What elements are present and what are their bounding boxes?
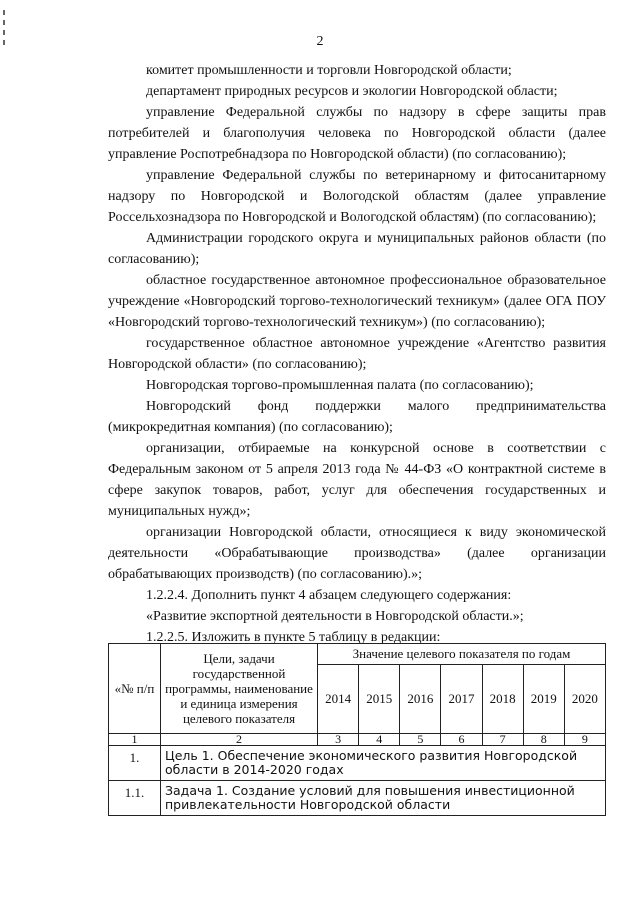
row-text: Цель 1. Обеспечение экономического развития Новгородской области в 2014-2020 годах: [161, 746, 606, 781]
year-header: 2020: [564, 665, 605, 734]
document-body: [108, 60, 606, 648]
paragraph: 1.2.2.4. Дополнить пункт 4 абзацем следующего содержания:: [146, 588, 512, 603]
year-header: 2016: [400, 665, 441, 734]
year-header: 2017: [441, 665, 482, 734]
paragraph: государственное областное автономное учреждение «Агентство развития Новгородской области» (по согласованию);: [108, 336, 606, 372]
table-row: [109, 781, 606, 816]
row-number: 1.: [109, 746, 161, 781]
col-goal-header: Цели, задачи государственной программы, наименование и единица измерения целевого показателя: [161, 644, 318, 734]
column-index: 7: [482, 734, 523, 746]
paragraph: организации, отбираемые на конкурсной основе в соответствии с Федеральным законом от 5 апреля 2013 года № 44-ФЗ «О контрактной системе в сфере закупок товаров, работ, услуг для обеспечения государственных и муниципальных нужд»;: [108, 441, 606, 519]
paragraph: департамент природных ресурсов и экологии Новгородской области;: [146, 84, 558, 99]
indicators-table: [108, 643, 606, 816]
year-header: 2018: [482, 665, 523, 734]
year-header: 2015: [359, 665, 400, 734]
paragraph: организации Новгородской области, относящиеся к виду экономической деятельности «Обрабатывающие производства» (далее организации обрабатывающих производств) (по согласованию).»;: [108, 525, 606, 582]
paragraph: Новгородский фонд поддержки малого предпринимательства (микрокредитная компания) (по согласованию);: [108, 399, 606, 435]
paragraph: 1.2.2.5. Изложить в пункте 5 таблицу в редакции:: [146, 630, 441, 645]
column-index: 1: [109, 734, 161, 746]
paragraph: управление Федеральной службы по ветеринарному и фитосанитарному надзору по Новгородской и Вологодской областям (далее управление Россельхознадзора по Новгородской и Вологодской областям) (по согласованию);: [108, 168, 606, 225]
paragraph: «Развитие экспортной деятельности в Новгородской области.»;: [146, 609, 524, 624]
paragraph: управление Федеральной службы по надзору в сфере защиты прав потребителей и благополучия человека по Новгородской области (далее управление Роспотребнадзора по Новгородской области) (по согласованию);: [108, 105, 606, 162]
column-index: 2: [161, 734, 318, 746]
row-text: Задача 1. Создание условий для повышения инвестиционной привлекательности Новгородской области: [161, 781, 606, 816]
table-row: [109, 746, 606, 781]
paragraph: комитет промышленности и торговли Новгородской области;: [146, 63, 512, 78]
column-index: 4: [359, 734, 400, 746]
paragraph: областное государственное автономное профессиональное образовательное учреждение «Новгородский торгово-технологический техникум» (далее ОГА ПОУ «Новгородский торгово-технологический техникум») (по согласованию);: [108, 273, 606, 330]
row-number: 1.1.: [109, 781, 161, 816]
col-values-header: Значение целевого показателя по годам: [318, 644, 606, 665]
column-index: 6: [441, 734, 482, 746]
year-header: 2014: [318, 665, 359, 734]
column-index-row: [109, 734, 606, 746]
page-number: 2: [316, 34, 324, 49]
column-index: 9: [564, 734, 605, 746]
column-index: 3: [318, 734, 359, 746]
column-index: 8: [523, 734, 564, 746]
paragraph: Администрации городского округа и муниципальных районов области (по согласованию);: [108, 231, 606, 267]
column-index: 5: [400, 734, 441, 746]
col-number-header: «№ п/п: [109, 644, 161, 734]
year-header: 2019: [523, 665, 564, 734]
paragraph: Новгородская торгово-промышленная палата (по согласованию);: [146, 378, 534, 393]
